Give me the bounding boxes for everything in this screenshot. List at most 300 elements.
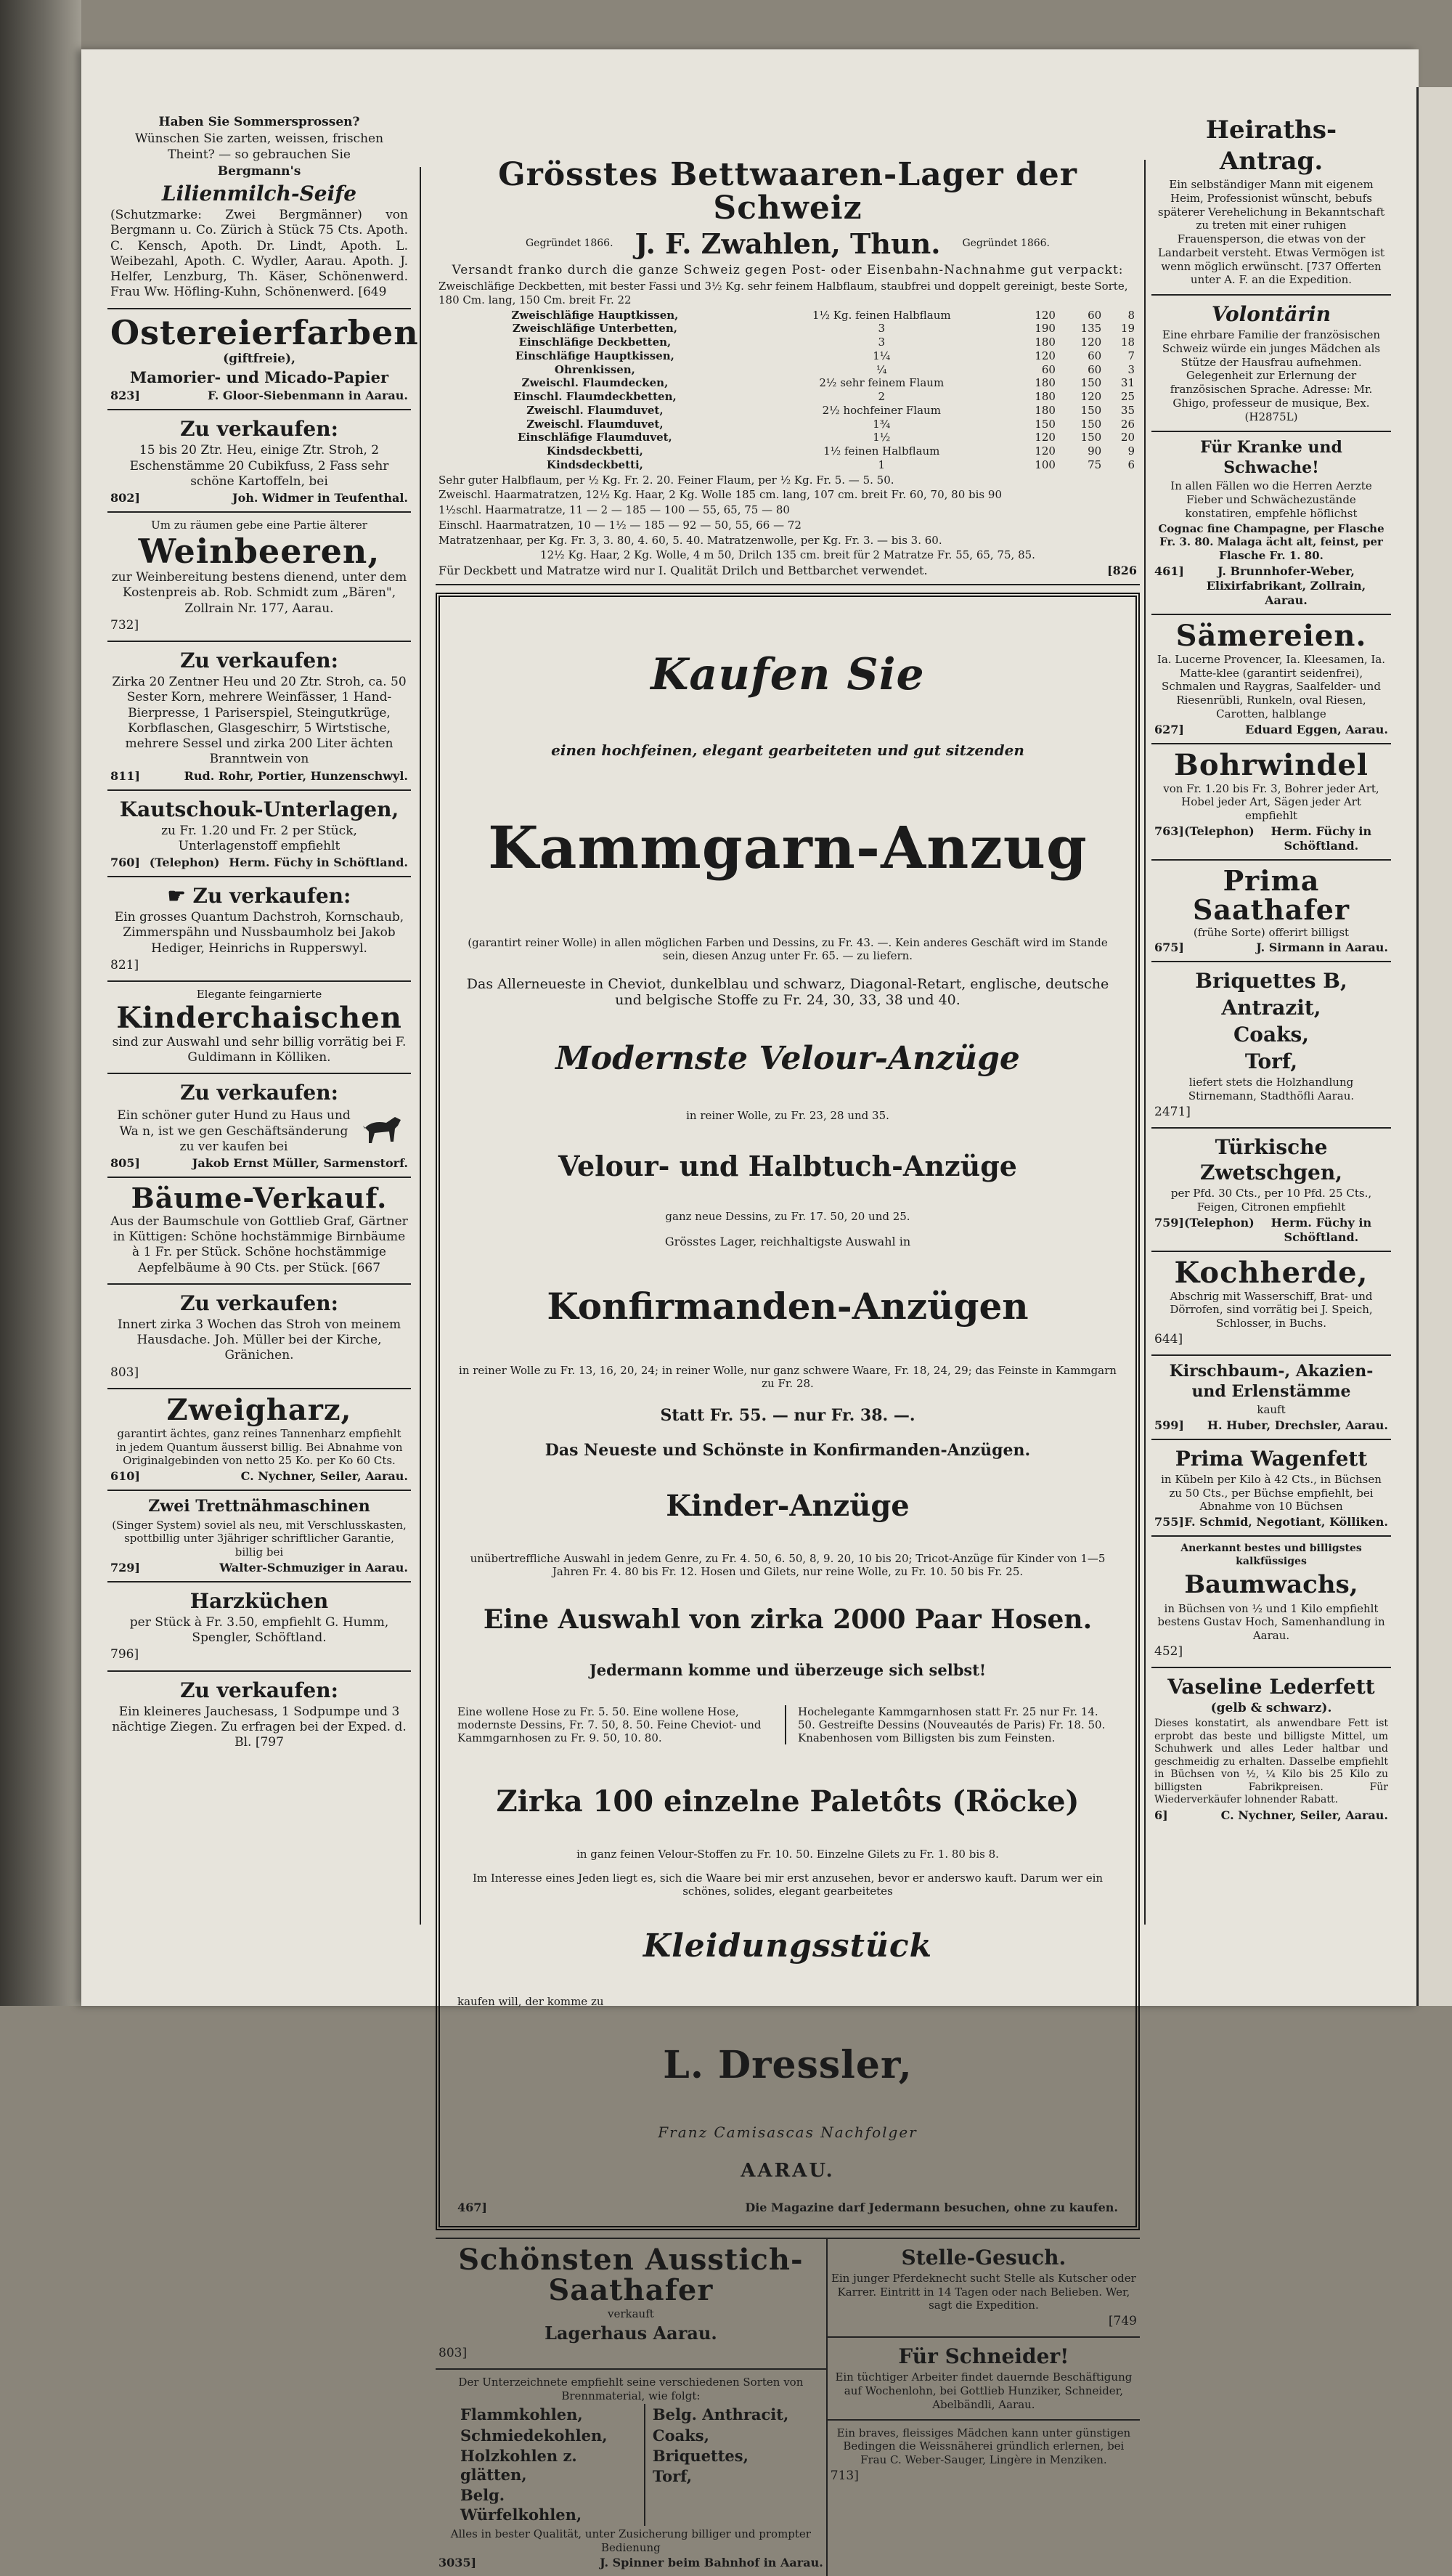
price-table-cell: Kindsdeckbetti, (546, 444, 643, 458)
price-table-cell: 180 (1035, 403, 1056, 417)
ad-heading: Eine Auswahl von zirka 2000 Paar Hosen. (483, 1604, 1093, 1636)
ad-signature (110, 491, 408, 505)
founded-label: Gegründet 1866. (962, 237, 1051, 250)
price-table-cell: 135 (1080, 322, 1102, 336)
ad-body: 15 bis 20 Ztr. Heu, einige Ztr. Stroh, 2 Eschenstämme 20 Cubikfuss, 2 Fass sehr schöne Kartoffeln, bei (129, 443, 389, 489)
ad-number: 805] (110, 1156, 140, 1171)
book-binding-edge (0, 0, 81, 2006)
price-table-cell: 18 (1120, 336, 1135, 349)
ad-firm: J. Brunnhofer-Weber, Elixirfabrikant, Zollrain, Aarau. (1206, 564, 1366, 607)
price-table-cell: 31 (1120, 376, 1135, 390)
ad-firm: L. Dressler, (663, 2043, 913, 2088)
column-left (107, 109, 419, 1758)
ad-line: unübertreffliche Auswahl in jedem Genre, zu Fr. 4. 50, 6. 50, 8, 9. 20, 10 bis 20; Tricot-Anzüge für Kinder von 1—5 Jahren Fr. 4. 80 bis Fr. 12. Hosen und Gilets, nur reine Wolle, zu Fr. 10. 50 bis Fr. 25. (470, 1552, 1106, 1579)
ad-pre: Um zu räumen gebe eine Partie älterer (151, 519, 367, 532)
ad-zu-verkaufen-stroh (107, 642, 411, 791)
ad-signature (1154, 940, 1388, 955)
ad-note: Für Deckbett und Matratze wird nur I. Qualität Drilch und Bettbarchet verwendet. (439, 564, 928, 578)
ad-dressler (436, 593, 1140, 2230)
ad-line: Bergmann's (217, 163, 301, 179)
price-table (439, 309, 1137, 472)
ad-title: Weinbeeren, (138, 531, 380, 571)
ad-signature (439, 564, 1137, 578)
ad-sub: (giftfreie), (223, 351, 295, 366)
price-table-cell: 60 (1041, 362, 1056, 376)
ad-number: 2471] (1154, 1104, 1191, 1119)
ad-sub: (gelb & schwarz). (1210, 1701, 1332, 1716)
ad-line: Grösstes Lager, reichhaltigste Auswahl in (664, 1235, 911, 1249)
ad-number: 452] (1154, 1643, 1183, 1659)
ad-title: Schönsten Ausstich-Saathafer (458, 2242, 804, 2307)
pointing-hand-icon: ☛ (167, 884, 193, 909)
fuel-item: Antrazit, (1221, 996, 1321, 1020)
ad-line: Wünschen Sie zarten, weissen, frischen Theint? — so gebrauchen Sie (134, 131, 384, 162)
ad-brennmaterial (436, 2370, 826, 2576)
ad-pre: Anerkannt bestes und billigstes kalkfüssiges (1180, 1543, 1362, 1567)
ad-weissnaeherei (828, 2421, 1140, 2492)
ad-body: Ein kleineres Jauchesass, 1 Sodpumpe und 3 nächtige Ziegen. Zu erfragen bei der Exped. d. Bl. [797 (112, 1704, 407, 1750)
price-table-cell: Zweischl. Flaumduvet, (526, 403, 664, 417)
ad-body: In allen Fällen wo die Herren Aerzte Fieber und Schwächezustände konstatiren, empfehle höflichst (1170, 479, 1372, 520)
ad-title: Prima Saathafer (1192, 864, 1350, 926)
ad-title: Zu verkaufen: (180, 649, 338, 673)
ad-wagenfett (1151, 1440, 1391, 1537)
ad-title: Zu verkaufen: (180, 1081, 338, 1105)
price-table-cell: 1¾ (873, 417, 891, 431)
ad-firm: C. Nychner, Seiler, Aarau. (240, 1469, 408, 1484)
price-table-cell: 2½ hochfeiner Flaum (822, 403, 941, 417)
price-table-row (439, 376, 1137, 390)
ad-bettwaaren (436, 153, 1140, 585)
ad-briquettes (1151, 962, 1391, 1129)
fuel-list-right (644, 2404, 823, 2526)
price-table-cell: 75 (1088, 458, 1102, 471)
ad-note: Die Magazine darf Jedermann besuchen, ohne zu kaufen. (745, 2200, 1118, 2214)
ad-number: 755] (1154, 1515, 1184, 1529)
ad-body: (Singer System) soviel als neu, mit Verschlusskasten, spottbillig unter 3jähriger schriftlicher Garantie, billig bei (112, 1518, 407, 1559)
ad-firm: F. Gloor-Siebenmann in Aarau. (207, 389, 408, 403)
price-table-cell: Ohrenkissen, (554, 362, 635, 376)
ad-body: in Büchsen von ½ und 1 Kilo empfiehlt bestens Gustav Hoch, Samenhandlung in Aarau. (1157, 1601, 1385, 1643)
ad-zu-verkaufen-heu (107, 410, 411, 513)
price-table-cell: 19 (1120, 322, 1135, 336)
firm-name: J. F. Zwahlen, Thun. (635, 227, 941, 261)
price-table-cell: 180 (1035, 376, 1056, 390)
ad-title-text: Zu verkaufen: (192, 884, 351, 909)
ad-signature (1154, 1216, 1388, 1245)
ad-kirschbaum (1151, 1356, 1391, 1440)
ad-prima-saathafer (1151, 861, 1391, 963)
ad-line: 12½ Kg. Haar, 2 Kg. Wolle, 4 m 50, Drilch 135 cm. breit für 2 Matratze Fr. 55, 65, 75, 85. (540, 548, 1035, 562)
ad-line: in ganz feinen Velour-Stoffen zu Fr. 10. 50. Einzelne Gilets zu Fr. 1. 80 bis 8. (576, 1848, 999, 1861)
ad-number: 599] (1154, 1418, 1184, 1432)
fuel-list-left (439, 2404, 631, 2526)
ad-line: Das Neueste und Schönste in Konfirmanden-Anzügen. (544, 1441, 1031, 1460)
ad-stelle-gesuch (828, 2239, 1140, 2339)
ad-title: Stelle-Gesuch. (901, 2245, 1066, 2270)
ad-line: Einschl. Haarmatratzen, 10 — 1½ — 185 — 92 — 50, 55, 66 — 72 (439, 518, 802, 532)
ad-jauchesass (107, 1672, 411, 1758)
ad-telephon: (Telephon) (1183, 1215, 1255, 1230)
ad-body: (Schutzmarke: Zwei Bergmänner) von Bergmann u. Co. Zürich à Stück 75 Cts. Apoth. C. Kensch, Apoth. Dr. Lindt, Apoth. L. Weibezahl, Apoth. C. Wydler, Aarau. Apoth. J. Helfer, Lenzburg, Th. Käser, Schönenwerd. Frau Ww. Höfling-Kuhn, Schönenwerd. [649 (110, 208, 408, 300)
fuel-item: Holzkohlen z. glätten, (460, 2446, 577, 2484)
ad-signature (1154, 824, 1388, 853)
ad-body: Aus der Baumschule von Gottlieb Graf, Gärtner in Küttigen: Schöne hochstämmige Birnbäume à 1 Fr. per Stück. Schöne hochstämmige Aepfelbäume à 90 Cts. per Stück. [667 (110, 1214, 408, 1275)
price-table-cell: 3 (1127, 362, 1135, 376)
ad-body: Dieses konstatirt, als anwendbare Fett ist erprobt das beste und billigste Mittel, um Schuhwerk und alles Leder haltbar und geschmeidig zu erhalten. Dasselbe empfiehlt in Büchsen von ½, ¼ Kilo bis 25 Kilo zu billigsten Fabrikpreisen. Für Wiederverkäufer lohnender Rabatt. (1154, 1718, 1388, 1806)
ad-line: (garantirt reiner Wolle) in allen möglichen Farben und Dessins, zu Fr. 43. —. Kein anderes Geschäft wird im Stande sein, diesen Anzug unter Fr. 65. — zu liefern. (468, 936, 1108, 963)
ad-title: Vaseline Lederfett (1167, 1675, 1375, 1699)
price-table-cell: 2 (878, 390, 886, 404)
ad-line: Zweischl. Haarmatratzen, 12½ Kg. Haar, 2 Kg. Wolle 185 cm. lang, 107 cm. breit Fr. 60, 70, 80 bis 90 (439, 488, 1002, 502)
fuel-lists (439, 2404, 823, 2526)
price-table-cell: Zweischl. Flaumduvet, (526, 417, 664, 431)
ad-body: Ia. Lucerne Provencer, Ia. Kleesamen, Ia. Matte-klee (garantirt seidenfrei), Schmalen und Raygras, Saalfelder- und Riesenrübli, Runkeln, oval Riesen, Carotten, halblange (1157, 652, 1386, 720)
price-table-row (439, 458, 1137, 472)
ad-number: 803] (439, 2345, 468, 2360)
ad-body: (frühe Sorte) offerirt billigst (1193, 925, 1350, 939)
fuel-item: Coaks, (1233, 1023, 1309, 1047)
ad-sub: verkauft (607, 2307, 654, 2320)
ad-weinbeeren (107, 513, 411, 642)
ad-title: Türkische Zwetschgen, (1200, 1135, 1342, 1185)
ad-city: AARAU. (741, 2159, 835, 2182)
ad-firm: Rud. Rohr, Portier, Hunzenschwyl. (184, 768, 408, 783)
price-table-cell: 150 (1080, 431, 1102, 444)
price-table-row (439, 418, 1137, 431)
ad-title: Prima Wagenfett (1175, 1446, 1368, 1471)
price-table-cell: 150 (1080, 376, 1102, 390)
ad-body: zu Fr. 1.20 und Fr. 2 per Stück, Unterlagenstoff empfiehlt (161, 823, 357, 853)
ad-title: Baumwachs, (1184, 1570, 1358, 1600)
price-table-cell: 1 (878, 458, 886, 471)
ad-title: Für Schneider! (898, 2344, 1069, 2369)
price-table-cell: Einschläfige Deckbetten, (518, 336, 672, 349)
ad-line: ganz neue Dessins, zu Fr. 17. 50, 20 und 25. (665, 1210, 910, 1224)
ad-kaufen: Kaufen Sie (650, 649, 925, 701)
ad-body: Ein schöner guter Hund zu Haus und Wa n, ist we gen Geschäftsänderung zu ver kaufen bei (117, 1108, 351, 1154)
ad-signature (1154, 723, 1388, 737)
ad-items: Cognac fine Champagne, per Flasche Fr. 3. 80. Malaga ächt alt, feinst, per Flasche Fr. 1. 80. (1158, 521, 1384, 562)
ad-body: Ein braves, fleissiges Mädchen kann unter günstigen Bedingen die Weissnäherei gründlich erlernen, bei Frau C. Weber-Sauger, Lingère in Menziken. (836, 2426, 1131, 2467)
ad-telephon: (Telephon) (1183, 824, 1255, 838)
ad-number: 713] (830, 2468, 859, 2483)
ad-intro: Der Unterzeichnete empfiehlt seine verschiedenen Sorten von Brennmaterial, wie folgt: (458, 2375, 804, 2402)
ad-signature (1154, 1515, 1388, 1529)
ad-number: 759] (1154, 1215, 1184, 1230)
ad-number: 3035] (439, 2556, 477, 2570)
price-table-cell: Zweischläfige Unterbetten, (512, 322, 677, 336)
column-middle (436, 153, 1140, 2576)
ad-firm: C. Nychner, Seiler, Aarau. (1220, 1808, 1388, 1822)
price-table-cell: 1½ Kg. feinen Halbflaum (812, 308, 951, 322)
ad-saathafer (436, 2239, 826, 2370)
ad-title: Zu verkaufen: (180, 1291, 338, 1315)
price-table-cell: 2½ sehr feinem Flaum (819, 376, 945, 390)
ad-line: Statt Fr. 55. — nur Fr. 38. —. (660, 1406, 915, 1426)
fuel-item: Torf, (652, 2467, 693, 2486)
ad-signature (1154, 1808, 1388, 1823)
ad-zweigharz (107, 1389, 411, 1491)
price-table-row (439, 336, 1137, 349)
price-table-row (439, 349, 1137, 363)
next-page-edge (1416, 87, 1452, 2006)
ad-title: Kochherde, (1174, 1255, 1369, 1290)
ad-heading: Zirka 100 einzelne Paletôts (Röcke) (496, 1784, 1080, 1819)
price-table-row (439, 444, 1137, 458)
ad-number: 467] (457, 2200, 487, 2214)
price-table-cell: 180 (1035, 390, 1056, 404)
price-table-row (439, 431, 1137, 444)
price-table-row (439, 363, 1137, 377)
price-table-cell: 3 (878, 336, 886, 349)
price-table-cell: 100 (1035, 458, 1056, 471)
fuel-item: Briquettes B, (1195, 969, 1347, 994)
bottom-row (436, 2238, 1140, 2576)
price-table-cell: 9 (1127, 444, 1135, 458)
price-table-cell: 25 (1120, 390, 1135, 404)
ad-body: Abschrig mit Wasserschiff, Brat- und Dörrofen, sind vorrätig bei J. Speich, Schlosser, in Buchs. (1170, 1289, 1373, 1330)
ad-pre: Elegante feingarnierte (196, 988, 322, 1001)
price-table-cell: 150 (1080, 417, 1102, 431)
ad-firm: Jakob Ernst Müller, Sarmenstorf. (192, 1156, 408, 1171)
ad-signature (110, 769, 408, 784)
ad-title: Grösstes Bettwaaren-Lager der Schweiz (498, 156, 1077, 227)
ad-signature (110, 1561, 408, 1575)
ad-number: 610] (110, 1469, 140, 1484)
price-table-cell: 60 (1088, 349, 1102, 362)
ad-hund (107, 1074, 411, 1178)
ad-number: 802] (110, 491, 140, 505)
price-table-cell: 150 (1080, 403, 1102, 417)
ad-title: Heiraths-Antrag. (1205, 115, 1337, 176)
price-table-cell: 35 (1120, 403, 1135, 417)
ad-title: Harzküchen (189, 1588, 329, 1613)
ad-number: [826 (1107, 564, 1137, 578)
price-table-cell: 6 (1127, 458, 1135, 471)
ad-number: 796] (110, 1647, 139, 1662)
ad-telephon: (Telephon) (149, 856, 220, 870)
ad-title: Kinderchaischen (116, 1000, 402, 1035)
dog-icon (357, 1107, 408, 1150)
ad-signature (457, 2201, 1118, 2214)
firm-row (439, 227, 1137, 261)
ad-head: Zweischläfige Deckbetten, mit bester Fassi und 3½ Kg. sehr feinem Halbflaum, staubfrei und doppelt gereinigt, beste Sorte, 180 Cm. lang, 150 Cm. breit Fr. 22 (439, 280, 1128, 306)
price-table-row (439, 404, 1137, 418)
ad-firm: Herm. Füchy in Schöftland. (229, 856, 408, 870)
ad-signature (110, 1469, 408, 1484)
ad-body: zur Weinbereitung bestens dienend, unter dem Kostenpreis ab. Rob. Schmidt zum „Bären", Zollrain Nr. 177, Aarau. (111, 570, 407, 616)
ad-title (110, 883, 408, 909)
bottom-right (828, 2239, 1140, 2576)
ad-body: von Fr. 1.20 bis Fr. 3, Bohrer jeder Art, Hobel jeder Art, Sägen jeder Art empfiehlt (1163, 781, 1379, 822)
ad-line: Matratzenhaar, per Kg. Fr. 3, 3. 80, 4. 60, 5. 40. Matratzenwolle, per Kg. Fr. 3. — bis 3. 60. (439, 533, 942, 547)
ad-number: 461] (1154, 564, 1184, 578)
ad-number: 811] (110, 768, 140, 783)
ad-firm: J. Spinner beim Bahnhof in Aarau. (600, 2556, 823, 2570)
price-list-left: Eine wollene Hose zu Fr. 5. 50. Eine wollene Hose, modernste Dessins, Fr. 7. 50, 8. 50. Feine Cheviot- und Kammgarnhosen zu Fr. 9. 50, 10. 80. (457, 1705, 786, 1744)
ad-body: Eine ehrbare Familie der französischen Schweiz würde ein junges Mädchen als Stütze der Hausfrau aufnehmen. Gelegenheit zur Erlernung der französischen Sprache. Adresse: Mr. Ghigo, professeur de musique, Bex. (H2875L) (1162, 328, 1381, 423)
ad-signature (110, 1156, 408, 1171)
ad-firm: Lagerhaus Aarau. (544, 2322, 717, 2344)
fuel-item: Coaks, (652, 2426, 709, 2445)
ad-firm: H. Huber, Drechsler, Aarau. (1207, 1418, 1388, 1432)
ad-title: Zu verkaufen: (180, 1678, 338, 1702)
ad-body: Ein junger Pferdeknecht sucht Stelle als Kutscher oder Karrer. Eintritt in 14 Tagen oder nach Belieben. Wer, sagt die Expedition. (831, 2271, 1136, 2312)
price-table-cell: 1½ (873, 431, 891, 444)
ad-title: Für Kranke und Schwache! (1200, 438, 1342, 477)
ad-body-row (110, 1107, 408, 1156)
ad-firm: Walter-Schmuziger in Aarau. (219, 1560, 408, 1575)
ad-volontaerin (1151, 296, 1391, 432)
price-table-cell: 1½ feinen Halbflaum (823, 444, 940, 458)
ad-line: Sehr guter Halbflaum, per ½ Kg. Fr. 2. 20. Feiner Flaum, per ½ Kg. Fr. 5. — 5. 50. (439, 473, 894, 487)
ad-heading: Modernste Velour-Anzüge (555, 1040, 1020, 1078)
ad-number: 729] (110, 1560, 140, 1575)
fuel-item: Briquettes, (652, 2446, 749, 2465)
price-table-cell: 26 (1120, 417, 1135, 431)
ad-stroh-hausdach (107, 1285, 411, 1389)
price-table-cell: 150 (1035, 417, 1056, 431)
ad-title: Zweigharz, (166, 1392, 352, 1427)
ad-heading: Konfirmanden-Anzügen (547, 1285, 1029, 1328)
price-table-cell: 20 (1120, 431, 1135, 444)
price-table-cell: Zweischl. Flaumdecken, (521, 376, 669, 390)
ad-line: Das Allerneueste in Cheviot, dunkelblau und schwarz, Diagonal-Retart, englische, deutsche und belgische Stoffe zu Fr. 24, 30, 33, 38 und 40. (466, 976, 1109, 1009)
ad-signature (439, 2556, 823, 2570)
fuel-item: Schmiedekohlen, (460, 2426, 608, 2445)
price-table-cell: 180 (1035, 336, 1056, 349)
price-table-cell: Kindsdeckbetti, (546, 458, 643, 471)
ad-firm: J. Sirmann in Aarau. (1256, 940, 1388, 955)
ad-body: garantirt ächtes, ganz reines Tannenharz empfiehlt in jedem Quantum äusserst billig. Bei Abnahme von Originalgebinden von netto 25 Ko. per Ko 60 Cts. (115, 1426, 403, 1468)
ad-heading: Kleidungsstück (643, 1927, 933, 1965)
ad-title: Kautschouk-Unterlagen, (119, 797, 399, 821)
price-table-cell: 120 (1035, 444, 1056, 458)
ad-title: Sämereien. (1175, 618, 1367, 653)
ad-body: in Kübeln per Kilo à 42 Cts., in Büchsen zu 50 Cts., per Büchse empfiehlt, bei Abnahme von 10 Büchsen (1161, 1472, 1382, 1513)
ad-firm: Herm. Füchy in Schöftland. (1270, 824, 1372, 853)
ad-body: per Stück à Fr. 3.50, empfiehlt G. Humm, Spengler, Schöftland. (129, 1614, 389, 1646)
ad-signature (1154, 564, 1388, 608)
price-table-row (439, 390, 1137, 404)
ad-body: Zirka 20 Zentner Heu und 20 Ztr. Stroh, ca. 50 Sester Korn, mehrere Weinfässer, 1 Hand-Bierpresse, 1 Pariserspiel, Steingutkrüge, Korbflaschen, Glasgeschirr, 5 Wirtstische, mehrere Sessel und zirka 200 Liter ächten Branntwein von (112, 675, 407, 767)
ad-body: Ein grosses Quantum Dachstroh, Kornschaub, Zimmerspähn und Nussbaumholz bei Jakob Hediger, Heinrichs in Rupperswyl. (114, 910, 404, 956)
price-table-cell: 120 (1080, 336, 1102, 349)
price-table-cell: Einschläfige Flaumduvet, (518, 431, 672, 444)
ad-intro: Versandt franko durch die ganze Schweiz gegen Post- oder Eisenbahn-Nachnahme gut verpackt: (452, 262, 1124, 277)
ad-line: einen hochfeinen, elegant gearbeiteten und gut sitzenden (551, 741, 1024, 760)
price-table-cell: 120 (1035, 431, 1056, 444)
ad-title: Bohrwindel (1174, 747, 1369, 782)
ad-signature (110, 389, 408, 403)
ad-title: Bäume-Verkauf. (131, 1182, 388, 1215)
ad-body: Ein tüchtiger Arbeiter findet dauernde Beschäftigung auf Wochenlohn, bei Gottlieb Hunziker, Schneider, Abelbändli, Aarau. (835, 2370, 1133, 2411)
ad-big-title: Kammgarn-Anzug (488, 813, 1088, 882)
ad-signature (1154, 1418, 1388, 1433)
ad-number: 675] (1154, 940, 1184, 955)
ad-number: 732] (110, 617, 139, 633)
ad-firm: Herm. Füchy in Schöftland. (1270, 1215, 1372, 1244)
column-rule-right (1144, 160, 1146, 1925)
ad-signature (110, 856, 408, 870)
ad-kranke (1151, 432, 1391, 615)
price-table-cell: 7 (1127, 349, 1135, 362)
founded-label: Gegründet 1866. (525, 237, 613, 250)
bottom-left (436, 2239, 828, 2576)
price-list-right: Hochelegante Kammgarnhosen statt Fr. 25 nur Fr. 14. 50. Gestreifte Dessins (Nouveautés de Paris) Fr. 18. 50. Knabenhosen vom Billigsten bis zum Feinsten. (798, 1705, 1106, 1745)
price-table-cell: 190 (1035, 322, 1056, 336)
ad-body: liefert stets die Holzhandlung Stirnemann, Stadthöfli Aarau. (1188, 1076, 1355, 1103)
ad-body: per Pfd. 30 Cts., per 10 Pfd. 25 Cts., Feigen, Citronen empfiehlt (1170, 1187, 1372, 1214)
ad-line: Jedermann komme und überzeuge sich selbst! (589, 1661, 987, 1680)
ad-title: Volontärin (1211, 302, 1331, 326)
ad-number: 6] (1154, 1808, 1168, 1822)
ad-title: Zwei Trettnähmaschinen (148, 1497, 370, 1516)
ad-number: 644] (1154, 1331, 1183, 1346)
ad-number: 627] (1154, 722, 1184, 736)
ad-line: Mamorier- und Micado-Papier (129, 368, 389, 387)
column-right (1151, 109, 1391, 1829)
price-table-cell: 3 (878, 322, 886, 336)
fuel-item: Belg. Anthracit, (652, 2405, 789, 2424)
fuel-item: Belg. Würfelkohlen, (460, 2486, 582, 2524)
price-table-cell: 60 (1088, 362, 1102, 376)
ad-heading: Kinder-Anzüge (666, 1489, 910, 1524)
ad-body: sind zur Auswahl und sehr billig vorrätig bei F. Guldimann in Kölliken. (112, 1034, 407, 1065)
ad-baeume-verkauf (107, 1178, 411, 1285)
price-table-cell: 1¼ (873, 349, 891, 362)
ad-lilienmilch (107, 109, 411, 309)
price-table-cell: Einschläfige Hauptkissen, (515, 349, 674, 362)
price-table-cell: 120 (1035, 349, 1056, 362)
ad-zwetschgen (1151, 1129, 1391, 1252)
ad-number: 763] (1154, 824, 1184, 838)
fuel-item: Flammkohlen, (460, 2405, 583, 2424)
ad-title: Lilienmilch-Seife (161, 182, 357, 206)
ad-fuer-schneider (828, 2338, 1140, 2420)
price-table-cell: Einschl. Flaumdeckbetten, (513, 390, 677, 404)
price-table-cell: 120 (1080, 390, 1102, 404)
ad-saemereien (1151, 615, 1391, 744)
ad-line: Haben Sie Sommersprossen? (158, 115, 360, 129)
ad-harzkuechen (107, 1582, 411, 1672)
ad-number: [749 (1108, 2314, 1137, 2329)
price-table-cell: 8 (1127, 308, 1135, 322)
ad-naehmaschinen (107, 1491, 411, 1582)
ad-line: kaufen will, der komme zu (457, 1995, 604, 2009)
ad-firm: Joh. Widmer in Teufenthal. (232, 491, 408, 505)
ad-kochherde (1151, 1252, 1391, 1357)
price-table-cell: 90 (1088, 444, 1102, 458)
ad-heiraths-antrag (1151, 109, 1391, 296)
ad-heading: Velour- und Halbtuch-Anzüge (558, 1150, 1017, 1183)
ad-firm: Eduard Eggen, Aarau. (1245, 722, 1388, 736)
ad-number: 760] (110, 856, 140, 870)
price-table-cell: Zweischläfige Hauptkissen, (511, 308, 679, 322)
ad-bohrwindel (1151, 744, 1391, 861)
ad-firm: F. Schmid, Negotiant, Kölliken. (1184, 1515, 1388, 1529)
ad-dachstroh (107, 877, 411, 982)
ad-number: 803] (110, 1365, 139, 1380)
ad-body: Innert zirka 3 Wochen das Stroh von meinem Hausdache. Joh. Müller bei der Kirche, Gränichen. (117, 1317, 401, 1363)
ad-vaseline (1151, 1668, 1391, 1829)
ad-baumwachs (1151, 1537, 1391, 1668)
ad-successor: Franz Camisascas Nachfolger (658, 2123, 918, 2141)
fuel-item: Torf, (1244, 1049, 1298, 1074)
price-table-row (439, 322, 1137, 336)
ad-ostereierfarben (107, 309, 419, 411)
